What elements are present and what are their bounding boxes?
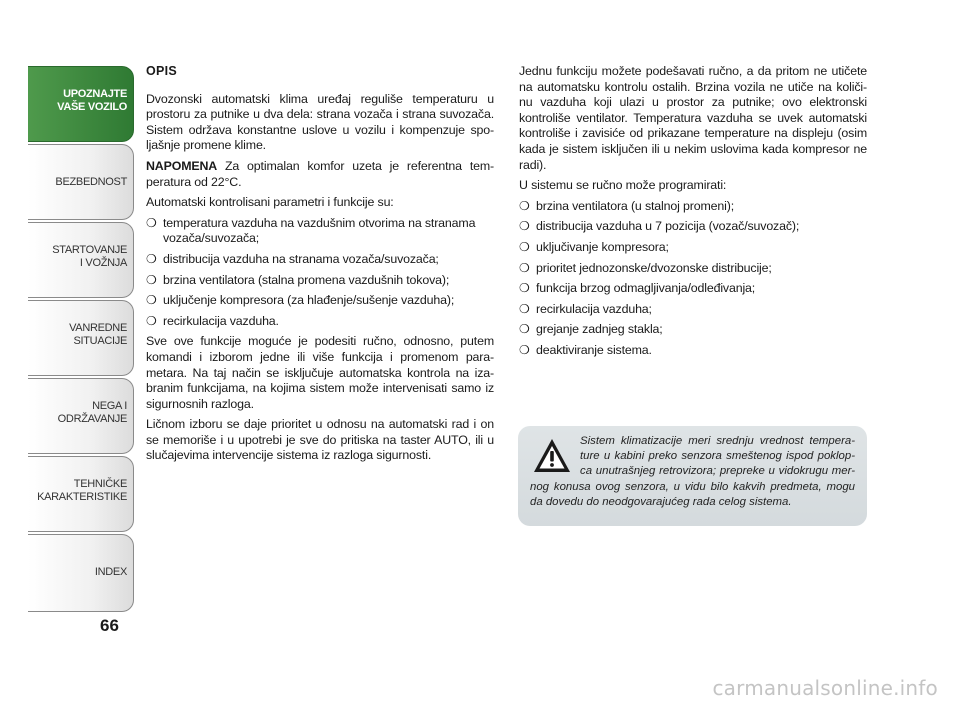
page-number: 66 (100, 616, 119, 635)
list-item: ❍ uključivanje kompresora; (519, 239, 669, 254)
tab-upoznajte-vase-vozilo[interactable] (28, 66, 134, 142)
bullet-icon: ❍ (146, 313, 157, 328)
paragraph: Dvozonski automatski klima uređaj reguliše temperaturu u prostoru za putnike u dva dela: strana vozača i strana suvozača. Sistem održava konstantne uslove u vozilu i kompenzuje spo-ljašnje promene klime. (146, 91, 494, 153)
tab-vanredne-situacije[interactable] (28, 300, 134, 376)
tab-label: INDEX (94, 566, 127, 578)
warning-text: Sistem klimatizacije meri srednju vrednost tempera-ture u kabini preko senzora smeštenog ispod poklop-ca unutrašnjeg retrovizora; prepreke u vidokrugu mer-nog konusa ovog senzora, u vidu bilo kakvih predmeta, mogu da dovedu do neodgovarajućeg rada celog sistema. (530, 435, 855, 508)
note-paragraph (146, 159, 494, 190)
bullet-icon: ❍ (519, 322, 530, 337)
bullet-icon: ❍ (519, 260, 530, 275)
bullet-icon: ❍ (519, 342, 530, 357)
bullet-list (146, 216, 494, 330)
list-item: ❍ grejanje zadnjeg stakla; (519, 322, 663, 337)
left-column (146, 64, 494, 469)
list-intro: U sistemu se ručno može programirati: (519, 178, 727, 193)
bullet-icon: ❍ (519, 198, 530, 213)
bullet-list (519, 199, 867, 359)
watermark: carmanualsonline.info (712, 676, 938, 700)
bullet-icon: ❍ (519, 239, 530, 254)
list-item: ❍ recirkulacija vazduha; (519, 301, 652, 316)
right-column (519, 64, 867, 364)
list-item: ❍ funkcija brzog odmagljivanja/odleđivanja; (519, 281, 756, 296)
list-item: ❍ uključenje kompresora (za hlađenje/sušenje vazduha); (146, 293, 455, 308)
list-item: ❍ distribucija vazduha na stranama vozača/suvozača; (146, 251, 439, 266)
bullet-icon: ❍ (519, 301, 530, 316)
bullet-icon: ❍ (146, 293, 157, 308)
section-heading: OPIS (146, 64, 178, 78)
list-item: ❍ distribucija vazduha u 7 pozicija (vozač/suvozač); (519, 219, 800, 234)
list-item: ❍ recirkulacija vazduha. (146, 313, 279, 328)
tab-label: UPOZNAJTE VAŠE VOZILO (57, 88, 127, 113)
bullet-icon: ❍ (146, 251, 157, 266)
bullet-icon: ❍ (146, 215, 157, 230)
paragraph: Jednu funkciju možete podešavati ručno, a da pritom ne utičete na automatsku kontrolu ostalih. Brzina vozila ne utiče na količi-nu vazduha koji ulazi u prostor za putnike; ovo elektronski kontroliše ventilator. Temperatura vazduha se uvek automatski kontroliše i zavisiće od prikazane temperature na displeju (osim kada je sistem isključen ili u nekim uslovima kada kompresor ne radi). (519, 64, 867, 172)
list-item: ❍ brzina ventilatora (stalna promena vazdušnih tokova); (146, 272, 450, 287)
tab-label: STARTOVANJE I VOŽNJA (52, 244, 127, 269)
list-item: ❍ deaktiviranje sistema. (519, 342, 652, 357)
tab-label: BEZBEDNOST (55, 176, 127, 188)
tab-tehnicke-karakteristike[interactable] (28, 456, 134, 532)
tab-label: VANREDNE SITUACIJE (69, 322, 127, 347)
paragraph: Ličnom izboru se daje prioritet u odnosu na automatski rad i on se memoriše i u upotrebi je sve do pritiska na taster AUTO, ili u slučajevima intervencije sistema iz razloga sigurnosti. (146, 417, 494, 463)
warning-box (518, 426, 867, 526)
tab-label: TEHNIČKE KARAKTERISTIKE (37, 478, 127, 503)
note-label: NAPOMENA (146, 158, 218, 173)
tab-label: NEGA I ODRŽAVANJE (57, 400, 127, 425)
list-item: ❍ prioritet jednozonske/dvozonske distribucije; (519, 260, 772, 275)
tab-bezbednost[interactable] (28, 144, 134, 220)
warning-triangle-icon (532, 436, 572, 476)
list-intro: Automatski kontrolisani parametri i funkcije su: (146, 195, 394, 210)
tab-startovanje-i-voznja[interactable] (28, 222, 134, 298)
bullet-icon: ❍ (146, 272, 157, 287)
list-item: ❍ temperatura vazduha na vazdušnim otvorima na stranama vozača/suvozača; (146, 215, 476, 246)
note-text: Za optimalan komfor uzeta je referentna tem-peratura od 22°C. (146, 158, 494, 189)
list-item: ❍ brzina ventilatora (u stalnoj promeni); (519, 198, 735, 213)
paragraph: Sve ove funkcije moguće je podesiti ručno, odnosno, putem komandi i izborom jedne ili više funkcija i promenom para-metara. Na taj način se isključuje automatska kontrola na iza-branim funkcijama, na kojima sistem može intervenisati samo iz sigurnosnih razloga. (146, 334, 494, 411)
bullet-icon: ❍ (519, 281, 530, 296)
bullet-icon: ❍ (519, 219, 530, 234)
tab-index[interactable] (28, 534, 134, 612)
tab-nega-i-odrzavanje[interactable] (28, 378, 134, 454)
